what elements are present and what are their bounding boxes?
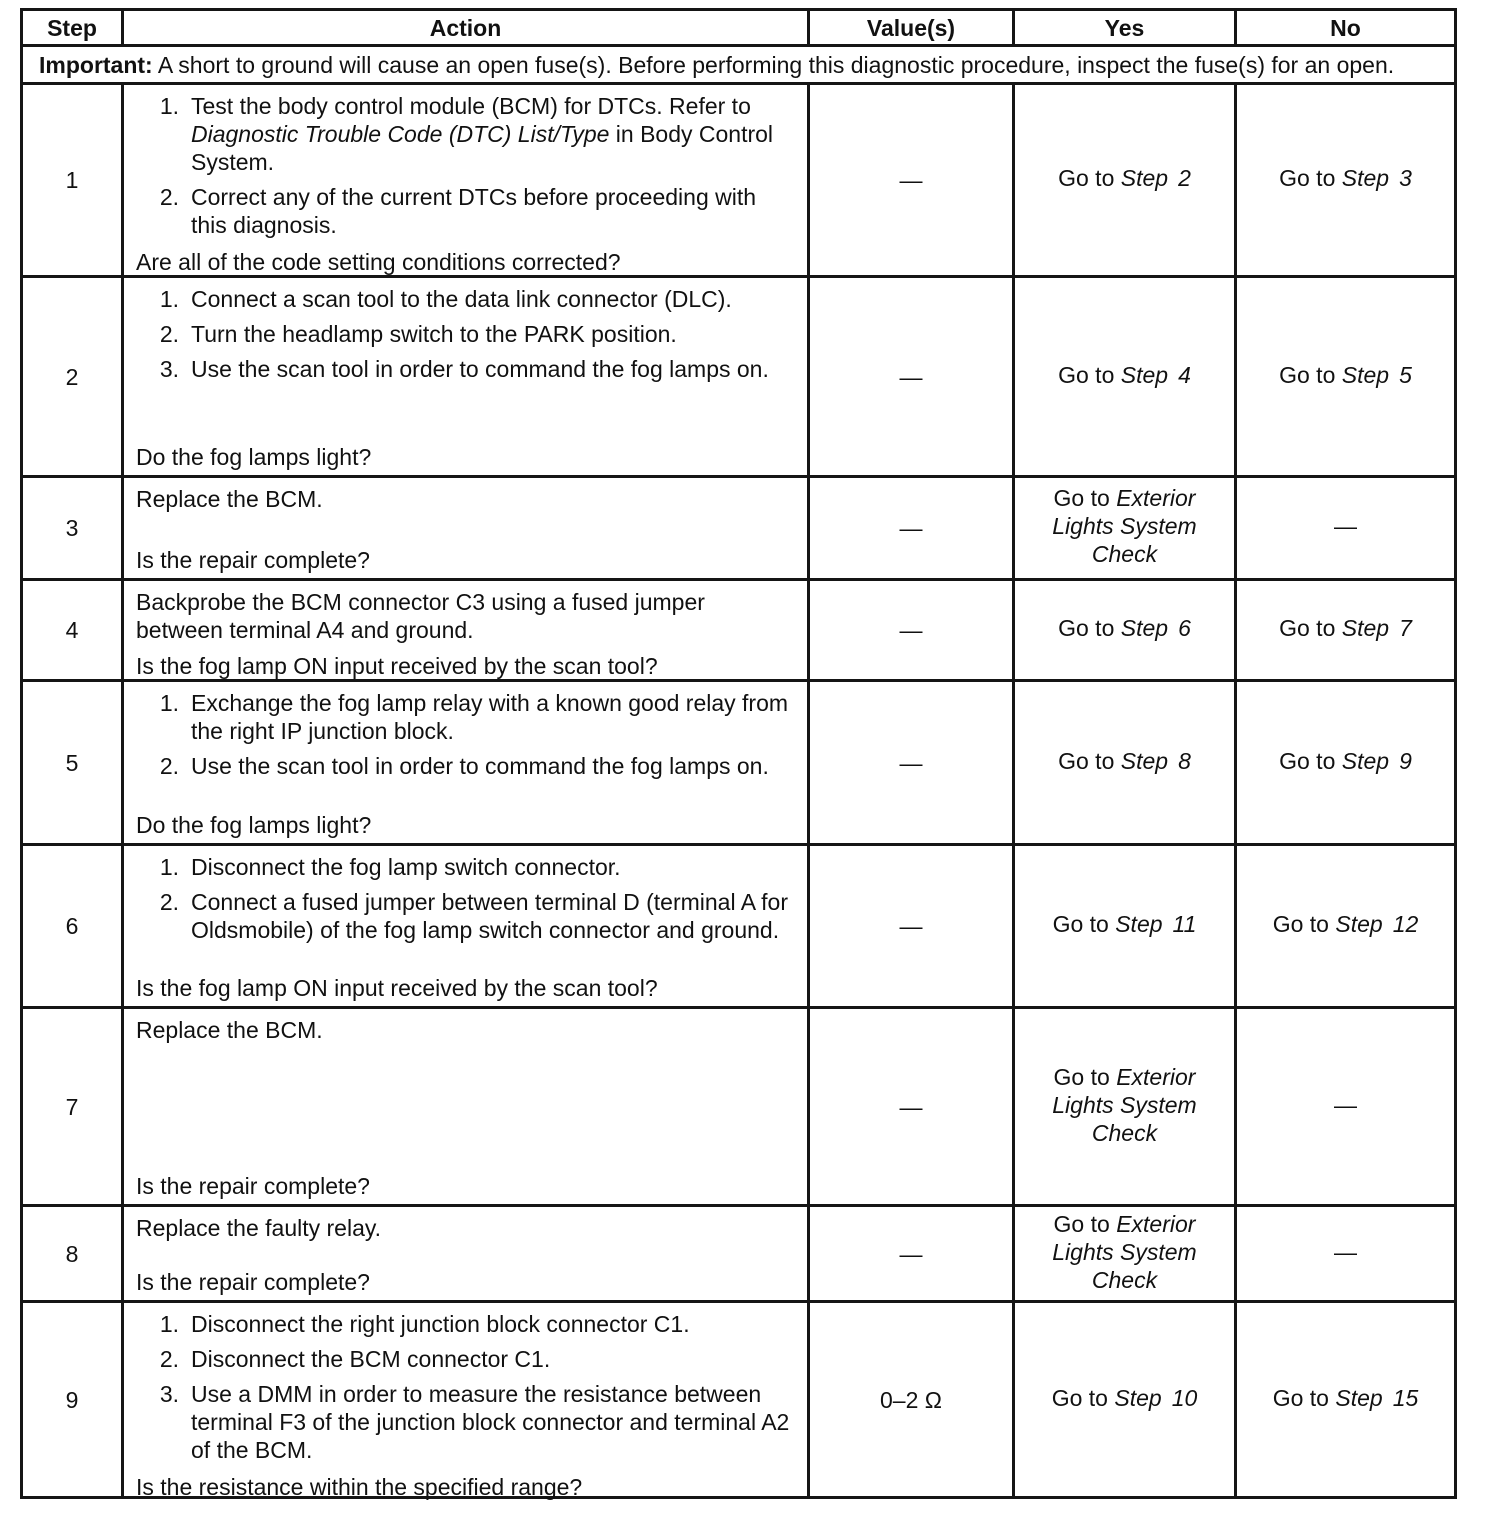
value-cell: — <box>809 1008 1014 1206</box>
instruction-list <box>136 92 797 239</box>
target-step-number: 5 <box>1399 361 1412 388</box>
go-to-label: Go to <box>1272 911 1336 937</box>
action-cell <box>123 681 809 845</box>
header-no: No <box>1236 10 1456 46</box>
table-row <box>22 277 1456 477</box>
value-cell: — <box>809 477 1014 580</box>
instruction-list <box>136 689 797 780</box>
no-cell <box>1236 845 1456 1008</box>
list-item <box>136 752 797 780</box>
header-row <box>22 10 1456 46</box>
go-to-step-yes <box>1058 615 1191 641</box>
important-label: Important: <box>39 52 153 78</box>
item-text <box>191 1380 797 1464</box>
item-text-main: Test the body control module (BCM) for DTCs. Refer to <box>191 92 751 119</box>
go-to-step-yes <box>1052 1385 1198 1411</box>
header-yes: Yes <box>1014 10 1236 46</box>
action-cell <box>123 580 809 681</box>
list-item <box>136 92 797 176</box>
yes-cell <box>1014 1206 1236 1302</box>
step-question: Is the fog lamp ON input received by the scan tool? <box>136 974 658 1001</box>
table-row <box>22 1206 1456 1302</box>
item-number: 3. <box>159 1380 179 1407</box>
item-text-main: Use the scan tool in order to command the fog lamps on. <box>191 355 769 382</box>
step-number: 5 <box>22 681 123 845</box>
go-to-label: Go to <box>1053 1210 1117 1237</box>
item-text <box>191 355 797 383</box>
action-text: Replace the BCM. <box>136 1016 323 1043</box>
go-to-step-yes <box>1058 748 1191 774</box>
target-step-number: 6 <box>1178 615 1191 641</box>
item-text <box>191 853 797 881</box>
step-question: Do the fog lamps light? <box>136 811 372 838</box>
item-number: 1. <box>159 92 179 119</box>
go-to-step-no <box>1273 1385 1419 1411</box>
no-cell: — <box>1236 477 1456 580</box>
system-check-reference: Exterior Lights System Check <box>1052 485 1197 567</box>
step-question: Are all of the code setting conditions corrected? <box>136 248 621 275</box>
item-text <box>191 92 797 176</box>
no-cell: — <box>1236 1008 1456 1206</box>
go-to-label: Go to <box>1053 485 1117 511</box>
go-to-label: Go to <box>1058 615 1121 641</box>
go-to-step-yes <box>1053 911 1197 937</box>
step-number: 8 <box>22 1206 123 1302</box>
no-cell <box>1236 277 1456 477</box>
step-question: Do the fog lamps light? <box>136 443 372 470</box>
header-values: Value(s) <box>809 10 1014 46</box>
step-question: Is the fog lamp ON input received by the scan tool? <box>136 652 658 679</box>
target-step-number: 2 <box>1178 165 1191 191</box>
item-text-main: Turn the headlamp switch to the PARK position. <box>191 320 677 347</box>
target-step-number: 9 <box>1399 747 1412 774</box>
value-cell: — <box>809 84 1014 277</box>
list-item <box>136 355 797 383</box>
list-item <box>136 689 797 745</box>
step-number: 1 <box>22 84 123 277</box>
item-number: 1. <box>159 689 179 716</box>
item-text-main: Disconnect the fog lamp switch connector. <box>191 853 621 880</box>
action-text: Replace the BCM. <box>136 485 323 512</box>
list-item <box>136 1380 797 1464</box>
go-to-label: Go to <box>1279 361 1342 388</box>
item-text <box>191 752 797 780</box>
go-to-step-yes <box>1058 362 1191 388</box>
list-item <box>136 853 797 881</box>
table-row <box>22 1008 1456 1206</box>
yes-cell <box>1014 277 1236 477</box>
item-text <box>191 888 797 944</box>
step-word: Step <box>1341 165 1390 191</box>
item-text <box>191 1310 797 1338</box>
yes-cell <box>1014 477 1236 580</box>
value-cell: 0–2 Ω <box>809 1302 1014 1498</box>
go-to-step-yes <box>1058 165 1191 191</box>
table-row <box>22 580 1456 681</box>
go-to-label: Go to <box>1051 1384 1115 1411</box>
item-number: 2. <box>159 320 179 347</box>
yes-cell <box>1014 845 1236 1008</box>
go-to-label: Go to <box>1279 165 1342 191</box>
target-step-number: 10 <box>1171 1384 1198 1411</box>
yes-cell <box>1014 580 1236 681</box>
step-number: 7 <box>22 1008 123 1206</box>
target-step-number: 7 <box>1399 615 1412 641</box>
value-cell: — <box>809 1206 1014 1302</box>
item-text-main: Use the scan tool in order to command the fog lamps on. <box>191 752 769 779</box>
step-word: Step <box>1120 165 1169 191</box>
table-row <box>22 681 1456 845</box>
table-row <box>22 84 1456 277</box>
target-step-number: 4 <box>1178 361 1191 388</box>
step-word: Step <box>1335 911 1383 937</box>
table-row <box>22 845 1456 1008</box>
go-to-step-no <box>1279 748 1412 774</box>
step-word: Step <box>1120 361 1169 388</box>
item-number: 2. <box>159 1345 179 1372</box>
item-number: 3. <box>159 355 179 382</box>
step-word: Step <box>1341 615 1390 641</box>
instruction-list <box>136 1310 797 1464</box>
item-text <box>191 285 797 313</box>
step-question: Is the repair complete? <box>136 546 370 573</box>
table-row <box>22 1302 1456 1498</box>
go-to-label: Go to <box>1058 747 1121 774</box>
list-item <box>136 285 797 313</box>
step-word: Step <box>1341 361 1390 388</box>
step-number: 9 <box>22 1302 123 1498</box>
important-note-row <box>22 46 1456 84</box>
go-to-label: Go to <box>1279 615 1342 641</box>
step-number: 6 <box>22 845 123 1008</box>
go-to-step-no <box>1279 362 1412 388</box>
item-number: 2. <box>159 752 179 779</box>
go-to-step-no <box>1279 165 1412 191</box>
item-text-main: Disconnect the right junction block connector C1. <box>191 1310 690 1337</box>
step-word: Step <box>1115 911 1163 937</box>
action-text: Backprobe the BCM connector C3 using a fused jumper between terminal A4 and ground. <box>136 588 705 643</box>
list-item <box>136 888 797 944</box>
target-step-number: 15 <box>1392 1384 1419 1411</box>
step-word: Step <box>1335 1384 1383 1411</box>
item-number: 1. <box>159 1310 179 1337</box>
no-cell <box>1236 1302 1456 1498</box>
yes-cell <box>1014 1302 1236 1498</box>
go-to-label: Go to <box>1053 1063 1117 1090</box>
reference-title: Diagnostic Trouble Code (DTC) List/Type <box>191 120 610 147</box>
yes-cell <box>1014 681 1236 845</box>
value-cell: — <box>809 277 1014 477</box>
item-text <box>191 1345 797 1373</box>
go-to-step-no <box>1279 615 1412 641</box>
item-text <box>191 689 797 745</box>
step-word: Step <box>1120 747 1169 774</box>
item-text <box>191 183 797 239</box>
step-question: Is the repair complete? <box>136 1172 370 1199</box>
action-cell <box>123 477 809 580</box>
header-action: Action <box>123 10 809 46</box>
step-question: Is the resistance within the specified range? <box>136 1473 583 1500</box>
go-to-step-no <box>1273 911 1419 937</box>
step-number: 4 <box>22 580 123 681</box>
value-cell: — <box>809 580 1014 681</box>
no-cell: — <box>1236 1206 1456 1302</box>
action-cell <box>123 845 809 1008</box>
go-to-label: Go to <box>1052 911 1116 937</box>
action-cell <box>123 1008 809 1206</box>
value-cell: — <box>809 845 1014 1008</box>
item-number: 2. <box>159 183 179 210</box>
action-cell <box>123 84 809 277</box>
action-cell <box>123 1206 809 1302</box>
item-number: 1. <box>159 285 179 312</box>
item-text <box>191 320 797 348</box>
list-item <box>136 1345 797 1373</box>
go-to-label: Go to <box>1272 1384 1336 1411</box>
header-step: Step <box>22 10 123 46</box>
target-step-number: 11 <box>1172 911 1197 937</box>
list-item <box>136 320 797 348</box>
item-number: 1. <box>159 853 179 880</box>
item-text-main: Disconnect the BCM connector C1. <box>191 1345 551 1372</box>
instruction-list <box>136 853 797 944</box>
step-number: 3 <box>22 477 123 580</box>
action-cell <box>123 277 809 477</box>
action-cell <box>123 1302 809 1498</box>
step-word: Step <box>1114 1384 1162 1411</box>
system-check-reference: Exterior Lights System Check <box>1052 1210 1197 1293</box>
step-question: Is the repair complete? <box>136 1268 370 1295</box>
no-cell <box>1236 84 1456 277</box>
important-text: A short to ground will cause an open fuse(s). Before performing this diagnostic procedure, inspect the fuse(s) for an open. <box>152 52 1395 78</box>
yes-cell <box>1014 1008 1236 1206</box>
value-cell: — <box>809 681 1014 845</box>
item-number: 2. <box>159 888 179 915</box>
instruction-list <box>136 285 797 383</box>
item-text-main: Exchange the fog lamp relay with a known good relay from the right IP junction block. <box>191 689 789 744</box>
step-word: Step <box>1120 615 1169 641</box>
item-text-tail: in Body Control System. <box>191 120 774 175</box>
no-cell <box>1236 681 1456 845</box>
step-number: 2 <box>22 277 123 477</box>
important-note <box>22 46 1456 84</box>
target-step-number: 8 <box>1178 747 1191 774</box>
list-item <box>136 1310 797 1338</box>
target-step-number: 3 <box>1399 165 1412 191</box>
item-text-main: Correct any of the current DTCs before proceeding with this diagnosis. <box>191 183 757 238</box>
item-text-main: Use a DMM in order to measure the resistance between terminal F3 of the junction block connector and terminal A2 of the BCM. <box>191 1380 790 1463</box>
target-step-number: 12 <box>1392 911 1419 937</box>
go-to-label: Go to <box>1058 361 1121 388</box>
step-word: Step <box>1341 747 1390 774</box>
list-item <box>136 183 797 239</box>
yes-cell <box>1014 84 1236 277</box>
item-text-main: Connect a scan tool to the data link connector (DLC). <box>191 285 732 312</box>
system-check-reference: Exterior Lights System Check <box>1052 1063 1197 1146</box>
no-cell <box>1236 580 1456 681</box>
go-to-label: Go to <box>1279 747 1342 774</box>
go-to-label: Go to <box>1058 165 1121 191</box>
item-text-main: Connect a fused jumper between terminal D (terminal A for Oldsmobile) of the fog lamp switch connector and ground. <box>191 888 789 943</box>
action-text: Replace the faulty relay. <box>136 1214 382 1241</box>
diagnostic-table <box>20 8 1457 1499</box>
table-row <box>22 477 1456 580</box>
